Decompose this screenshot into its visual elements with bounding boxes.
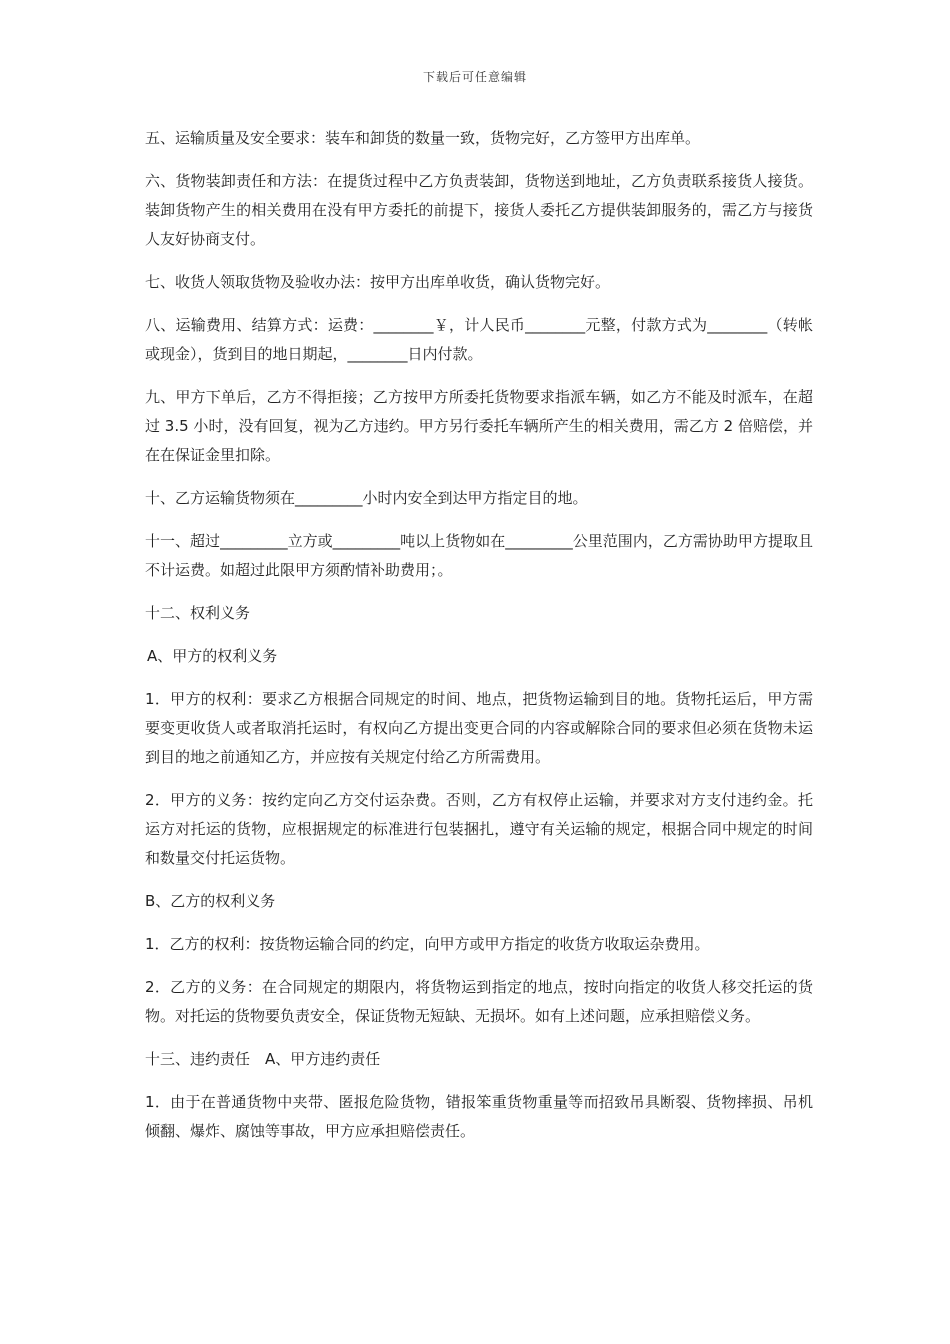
party-b-obligations: 2．乙方的义务：在合同规定的期限内，将货物运到指定的地点，按时向指定的收货人移交托运的货物。对托运的货物要负责安全，保证货物无短缺、无损坏。如有上述问题，应承担赔偿义务。 [145, 978, 813, 1025]
clause-12-heading: 十二、权利义务 [145, 604, 251, 622]
clause-13-heading: 十三、违约责任 A、甲方违约责任 [145, 1050, 381, 1068]
party-a-liability-item-1: 1．由于在普通货物中夹带、匿报危险货物，错报笨重货物重量等而招致吊具断裂、货物摔损、吊机倾翻、爆炸、腐蚀等事故，甲方应承担赔偿责任。 [145, 1093, 813, 1140]
clause-6-loading-responsibility: 六、货物装卸责任和方法：在提货过程中乙方负责装卸，货物送到地址，乙方负责联系接货人接货。装卸货物产生的相关费用在没有甲方委托的前提下，接货人委托乙方提供装卸服务的，需乙方与接货人友好协商支付。 [145, 172, 813, 248]
page-header: 下载后可任意编辑 [422, 70, 527, 84]
clause-8-fees-settlement: 八、运输费用、结算方式：运费：________￥，计人民币________元整，付款方式为________（转帐或现金），货到目的地日期起，________日内付款。 [145, 316, 813, 363]
party-a-rights: 1．甲方的权利：要求乙方根据合同规定的时间、地点，把货物运输到目的地。货物托运后，甲方需要变更收货人或者取消托运时，有权向乙方提出变更合同的内容或解除合同的要求但必须在货物未运到目的地之前通知乙方，并应按有关规定付给乙方所需费用。 [145, 690, 813, 766]
clause-10-delivery-time: 十、乙方运输货物须在_________小时内安全到达甲方指定目的地。 [145, 489, 588, 507]
party-a-obligations: 2．甲方的义务：按约定向乙方交付运杂费。否则，乙方有权停止运输，并要求对方支付违约金。托运方对托运的货物，应根据规定的标准进行包装捆扎，遵守有关运输的规定，根据合同中规定的时间和数量交付托运货物。 [145, 791, 813, 867]
party-b-rights: 1．乙方的权利：按货物运输合同的约定，向甲方或甲方指定的收货方收取运杂费用。 [145, 935, 710, 953]
clause-5-transport-quality: 五、运输质量及安全要求：装车和卸货的数量一致，货物完好，乙方签甲方出库单。 [145, 129, 701, 147]
clause-7-receipt-inspection: 七、收货人领取货物及验收办法：按甲方出库单收货，确认货物完好。 [145, 273, 611, 291]
clause-9-dispatch: 九、甲方下单后，乙方不得拒接；乙方按甲方所委托货物要求指派车辆，如乙方不能及时派车，在超过 3.5 小时，没有回复，视为乙方违约。甲方另行委托车辆所产生的相关费用，需乙方 2 倍赔偿，并在在保证金里扣除。 [145, 388, 813, 464]
clause-11-free-pickup: 十一、超过_________立方或_________吨以上货物如在_________公里范围内，乙方需协助甲方提取且不计运费。如超过此限甲方须酌情补助费用；。 [145, 532, 813, 579]
document-body [145, 124, 813, 1160]
section-a-heading: A、甲方的权利义务 [147, 647, 278, 665]
section-b-heading: B、乙方的权利义务 [145, 892, 276, 910]
